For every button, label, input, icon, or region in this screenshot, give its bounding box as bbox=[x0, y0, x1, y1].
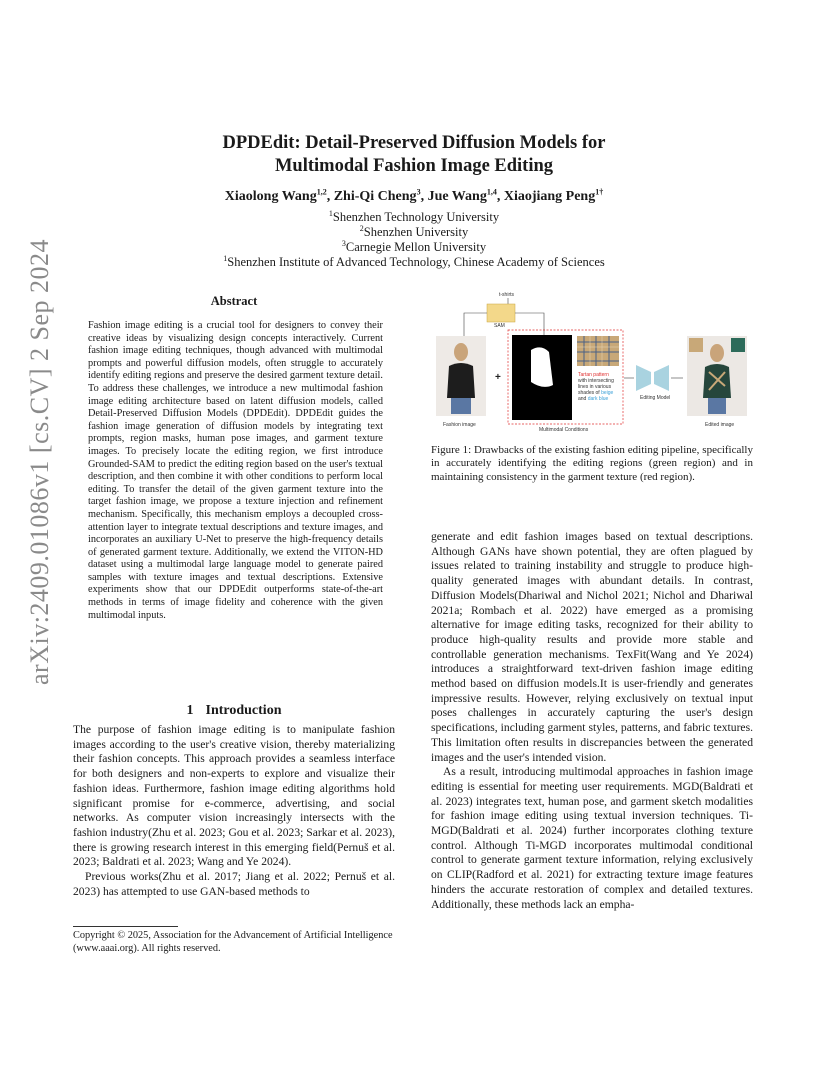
affiliation: $^1$Shenzhen Technology University bbox=[328, 209, 500, 225]
author: Xiaojiang Peng$^{1\dagger}$ bbox=[503, 187, 604, 204]
author-list bbox=[100, 187, 728, 205]
edited-model-head bbox=[710, 344, 724, 362]
footnote-rule bbox=[73, 926, 178, 927]
model-head-shape bbox=[454, 343, 468, 361]
abstract-heading: Abstract bbox=[210, 294, 258, 308]
prompt-line: Tartan pattern bbox=[578, 372, 609, 378]
section-heading bbox=[73, 703, 395, 719]
paper-title bbox=[100, 132, 728, 178]
intro-left-column bbox=[73, 723, 395, 899]
paragraph: As a result, introducing multimodal approaches in fashion image editing is essential for meeting user requirements. MGD(Baldrati et al. 2023) integrates text, human pose, and garment sketch modalities for fashion image editing using textual inversion techniques. Ti-MGD(Baldrati et al. 2024) further incorporates clothing texture control. Although Ti-MGD incorporates multimodal conditional control to generate garment texture information, relying exclusively on CLIP(Radford et al. 2021) for extracting texture image features hinders the accurate restoration of complex and detailed textures. Additionally, these methods lack an empha- bbox=[431, 765, 753, 911]
plus-sign: + bbox=[495, 372, 501, 383]
figure-label-multimodal: Multimodal Conditions bbox=[539, 427, 589, 433]
figure-label-sam: SAM bbox=[494, 323, 505, 329]
figure-label-editing-model: Editing Model bbox=[640, 395, 671, 401]
figure-caption: Figure 1: Drawbacks of the existing fashion editing pipeline, specifically in accurately identifying the editing regions (green region) and in maintaining consistency in the garment texture (red region). bbox=[431, 444, 753, 483]
black-sweater-shape bbox=[447, 363, 475, 398]
copyright-notice: Copyright © 2025, Association for the Advancement of Artificial Intelligence (www.aaai.org). All rights reserved. bbox=[73, 930, 393, 954]
figure-label-edited-image: Edited image bbox=[705, 422, 735, 428]
author: Xiaolong Wang$^{1,2}$, bbox=[224, 187, 334, 204]
figure-label-fashion-image: Fashion image bbox=[443, 422, 476, 428]
intro-right-column bbox=[431, 530, 753, 912]
section-title: Introduction bbox=[205, 703, 282, 718]
prompt-line: and dark blue bbox=[578, 396, 609, 402]
arrow-line bbox=[515, 313, 544, 336]
affiliation: $^2$Shenzhen University bbox=[359, 224, 469, 240]
abstract-text: Fashion image editing is a crucial tool for designers to convey their creative ideas by visualizing design concepts interactively. Current fashion image editing techniques, though advanced with multimodal prompts and powerful diffusion models, often struggle to accurately identify editing regions and preserve the desired garment texture detail. To address these challenges, we introduce a new multimodal fashion image editing architecture based on latent diffusion models, called Detail-Preserved Diffusion Models (DPDEdit). DPDEdit guides the fashion image generation of diffusion models by integrating text prompts, region masks, human pose images, and garment texture images. To precisely locate the editing region, we first introduce Grounded-SAM to predict the editing region based on the user's textual description, and then combine it with other conditions to perform local editing. To transfer the detail of the given garment texture into the target fashion image, we propose a texture injection and refinement mechanism. Specifically, this mechanism employs a decoupled cross-attention layer to integrate textual descriptions and texture images, and incorporates an auxiliary U-Net to preserve the high-frequency details of generated garment texture. Additionally, we extend the VITON-HD dataset using a multimodal large language model to generate paired samples with texture images and textual descriptions. Extensive experiments show that our DPDEdit outperforms state-of-the-art methods in terms of image fidelity and coherence with the given multimodal inputs. bbox=[88, 320, 383, 621]
edited-region-inset bbox=[731, 338, 745, 352]
affiliation: $^1$Shenzhen Institute of Advanced Technology, Chinese Academy of Sciences bbox=[223, 254, 605, 270]
prompt-line: with intersecting bbox=[578, 378, 614, 384]
editing-model-decoder bbox=[654, 365, 669, 391]
prompt-line: shades of beige bbox=[578, 390, 614, 396]
affiliation: $^3$Carnegie Mellon University bbox=[341, 239, 487, 255]
paragraph: Previous works(Zhu et al. 2017; Jiang et al. 2022; Pernuš et al. 2023) has attempted to use GAN-based methods to bbox=[73, 870, 395, 898]
edited-jeans-shape bbox=[708, 398, 726, 414]
section-number: 1 bbox=[186, 703, 194, 718]
arrow-line bbox=[464, 313, 487, 336]
editing-model-encoder bbox=[636, 365, 651, 391]
title-line-1: DPDEdit: Detail-Preserved Diffusion Models for bbox=[222, 133, 606, 153]
edited-texture-inset bbox=[689, 338, 703, 352]
jeans-shape bbox=[451, 398, 471, 414]
author: Zhi-Qi Cheng$^3$, bbox=[333, 187, 428, 204]
sam-block bbox=[487, 304, 515, 322]
figure-1 bbox=[431, 290, 761, 440]
paragraph: The purpose of fashion image editing is to manipulate fashion images according to the user's creative vision, thereby materializing their fashion concepts. This approach provides a seamless interface for both designers and non-experts to explore and visualize their fashion ideas. Furthermore, fashion image editing algorithms hold significant promise for e-commerce, advertising, and social networks. As computer vision increasingly intersects with the fashion industry(Zhu et al. 2023; Gou et al. 2023; Sarkar et al. 2023), there is growing research interest in this emerging field(Pernuš et al. 2023; Baldrati et al. 2023; Wang and Ye 2024). bbox=[73, 723, 395, 869]
figure-label-tshirts: t-shirts bbox=[499, 292, 514, 298]
author: Jue Wang$^{1,4}$, bbox=[427, 187, 504, 204]
arxiv-identifier: arXiv:2409.01086v1 [cs.CV] 2 Sep 2024 bbox=[25, 238, 54, 685]
prompt-line: lines in various bbox=[578, 384, 612, 390]
title-line-2: Multimodal Fashion Image Editing bbox=[274, 156, 554, 176]
paragraph: generate and edit fashion images based on textual descriptions. Although GANs have shown potential, they are often plagued by issues related to training instability and struggle to produce high-quality generated images with abundant details. In contrast, Diffusion Models(Dhariwal and Nichol 2021; Nichol and Dhariwal 2021a; Rombach et al. 2022) have emerged as a promising alternative for image editing tasks, recognized for their ability to produce high-quality results and provide more stable and controllable generation mechanisms. TexFit(Wang and Ye 2024) introduces a straightforward text-driven fashion image editing method based on diffusion models.It is user-friendly and generates impressive results. However, relying exclusively on textual input poses challenges in accurately capturing the user's design specifications, including garment styles, patterns, and fabric textures. This limitation often results in discrepancies between the generated images and the user's intended vision. bbox=[431, 530, 753, 764]
